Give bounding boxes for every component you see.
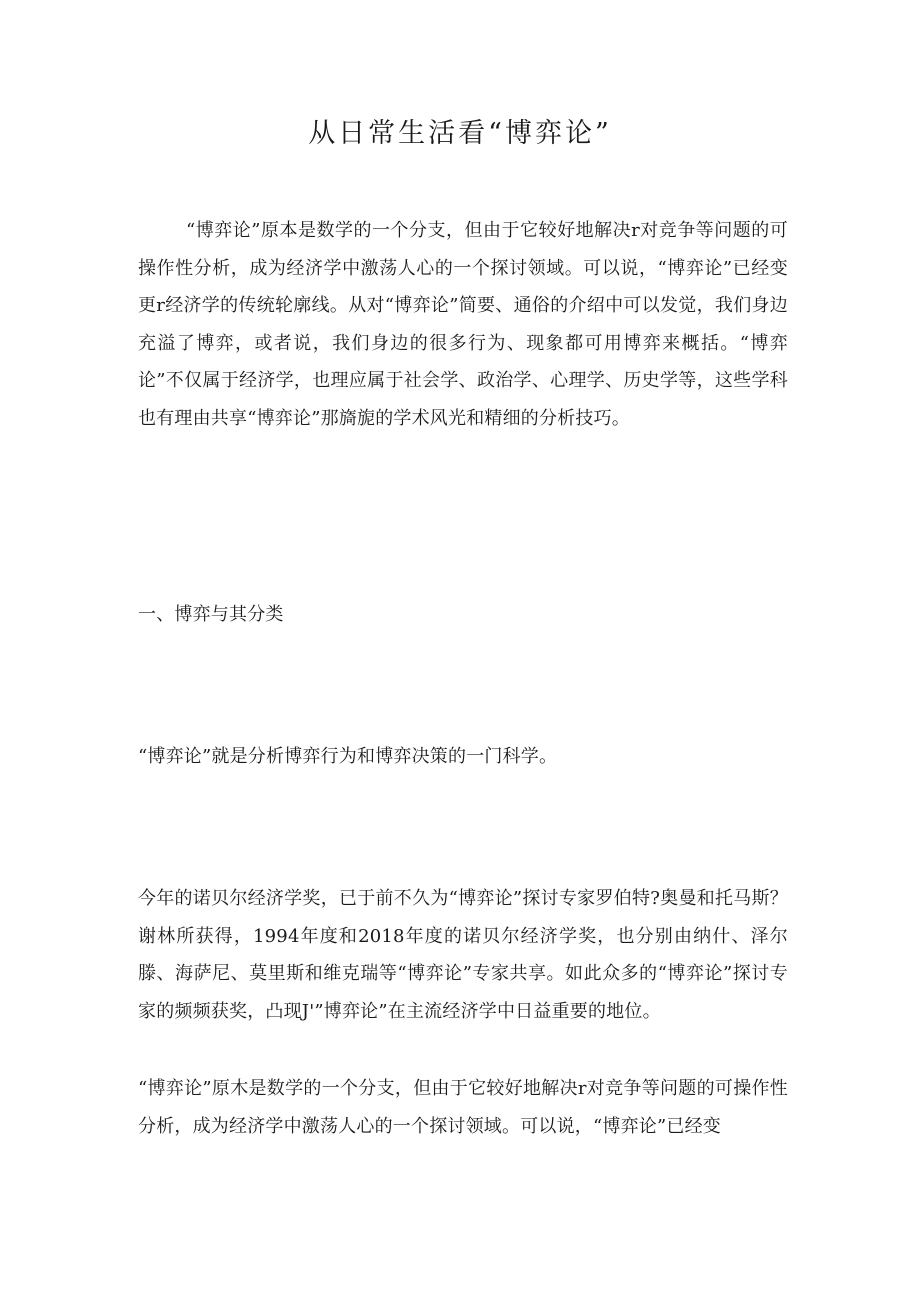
nobel-paragraph: 今年的诺贝尔经济学奖，已于前不久为“博弈论”探讨专家罗伯特?奥曼和托马斯？谢林所获得，1994年度和2018年度的诺贝尔经济学奖，也分别由纳什、泽尔滕、海萨尼、莫里斯和维克瑞等“博弈论”专家共享。如此众多的“博弈论”探讨专家的频频获奖，凸现J'”博弈论”在主流经济学中日益重要的地位。 — [138, 888, 788, 1022]
document-title: 从日常生活看“博弈论” — [308, 118, 612, 149]
repeat-paragraph: “博弈论”原木是数学的一个分支，但由于它较好地解决r对竞争等问题的可操作性分析，成为经济学中激荡人心的一个探讨领域。可以说，“博弈论”已经变 — [138, 1078, 788, 1137]
intro-paragraph: “博弈论”原本是数学的一个分支，但由于它较好地解决r对竞争等问题的可操作性分析，成为经济学中激荡人心的一个探讨领域。可以说，“博弈论”已经变更r经济学的传统轮廓线。从对“博弈论”简要、通俗的介绍中可以发觉，我们身边充溢了博弈，或者说，我们身边的很多行为、现象都可用博弈来概括。“博弈论”不仅属于经济学，也理应属于社会学、政治学、心理学、历史学等，这些学科也有理由共享“博弈论”那旖旎的学术风光和精细的分析技巧。 — [138, 220, 788, 429]
section-heading: 一、博弈与其分类 — [138, 604, 284, 625]
definition-paragraph: “博弈论”就是分析博弈行为和博弈决策的一门科学。 — [138, 746, 558, 767]
